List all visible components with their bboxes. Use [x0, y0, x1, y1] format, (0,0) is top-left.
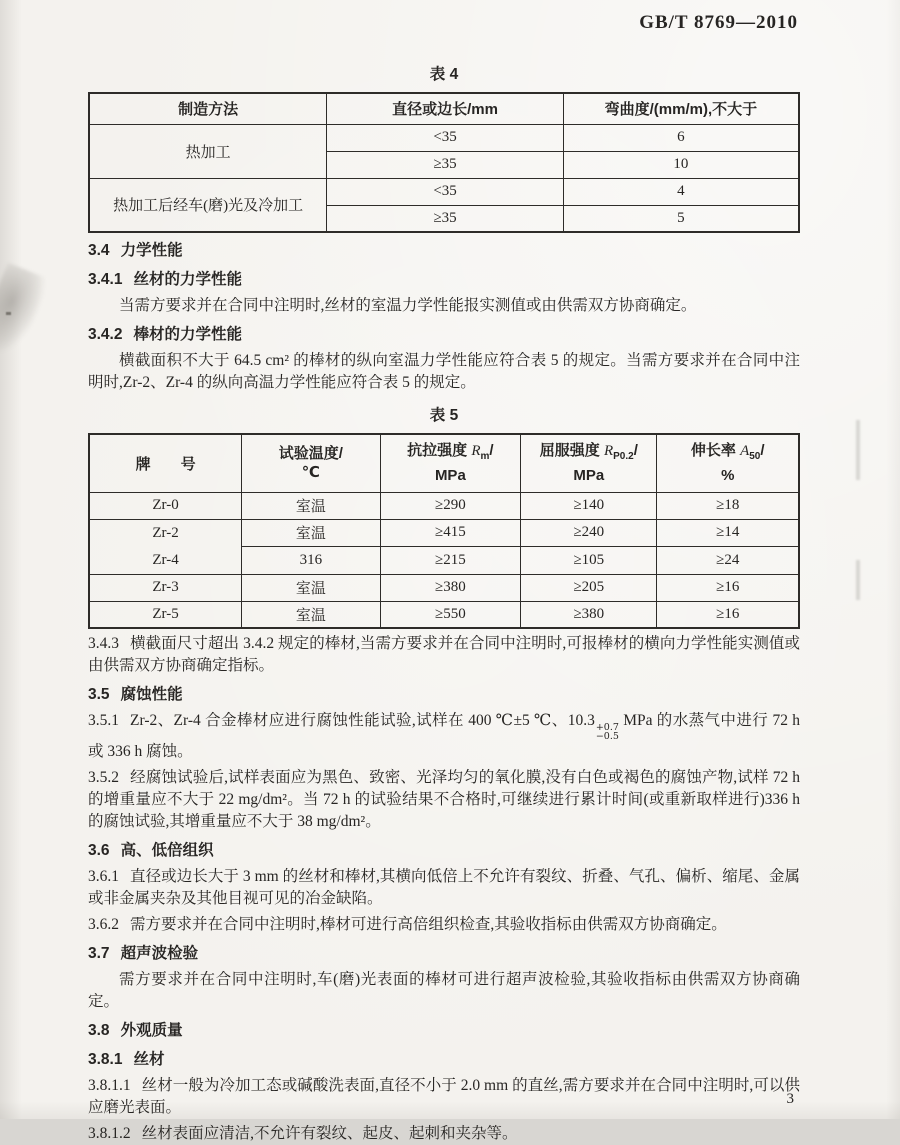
tensile-cell: ≥215 — [380, 547, 521, 575]
method-cell: 热加工 — [89, 124, 327, 178]
table-5-col-elongation: 伸长率 $A_{50}/$ % — [657, 434, 799, 492]
clause-3-8-1-1: 3.8.1.1 丝材一般为冷加工态或碱酸洗表面,直径不小于 2.0 mm 的直丝,需方要求并在合同中注明时,可以供应磨光表面。 — [88, 1077, 800, 1116]
tensile-cell: ≥415 — [380, 519, 521, 547]
clause-3-5-1: 3.5.1 Zr-2、Zr-4 合金棒材应进行腐蚀性能试验,试样在 400 ℃±5 ℃、10.3 +0.7 −0.5 MPa 的水蒸气中进行 72 h 或 336 h 腐蚀。 — [88, 712, 800, 760]
document-number: GB/T 8769—2010 — [639, 12, 798, 33]
table-4 — [88, 92, 800, 233]
clause-heading-3-8: 3.8 外观质量 — [88, 1022, 183, 1039]
temp-cell: 室温 — [242, 574, 380, 601]
yield-cell: ≥105 — [521, 547, 657, 575]
table-5-col-temp: 试验温度/ ℃ — [242, 434, 380, 492]
table-4-col-size: 直径或边长/mm — [327, 93, 563, 124]
clause-title: 超声波检验 — [120, 945, 199, 962]
elongation-cell: ≥16 — [657, 574, 799, 601]
paragraph-3-4-2: 横截面积不大于 64.5 cm² 的棒材的纵向室温力学性能应符合表 5 的规定。当需方要求并在合同中注明时,Zr-2、Zr-4 的纵向高温力学性能应符合表 5 的规定。 — [88, 352, 800, 391]
scan-smudge-artifact — [0, 263, 50, 360]
clause-3-5-2: 3.5.2 经腐蚀试验后,试样表面应为黑色、致密、光泽均匀的氧化膜,没有白色或褐色的腐蚀产物,试样 72 h 的增重量应不大于 22 mg/dm²。当 72 h 的试验结果不合格时,可继续进行累计时间(或重新取样进行)336 h 的腐蚀试验,其增重量应不大于 38 mg/dm²。 — [88, 769, 800, 830]
clause-3-4-3: 3.4.3 横截面尺寸超出 3.4.2 规定的棒材,当需方要求并在合同中注明时,可报棒材的横向力学性能实测值或由供需双方协商确定指标。 — [88, 635, 800, 674]
tolerance-stack — [596, 723, 619, 741]
clause-3-6-2: 3.6.2 需方要求并在合同中注明时,棒材可进行高倍组织检查,其验收指标由供需双方协商确定。 — [88, 916, 727, 933]
temp-cell: 室温 — [242, 601, 380, 628]
table-5-header-row — [89, 434, 799, 492]
clause-title: 丝材的力学性能 — [133, 271, 242, 288]
grade-cell: Zr-5 — [89, 601, 242, 628]
tensile-cell: ≥290 — [380, 492, 521, 519]
grade-cell: Zr-0 — [89, 492, 242, 519]
table-4-caption: 表 4 — [429, 66, 459, 83]
clause-title: 外观质量 — [120, 1022, 183, 1039]
clause-heading-3-4-2: 3.4.2 棒材的力学性能 — [88, 326, 242, 343]
yield-cell: ≥240 — [521, 519, 657, 547]
page-content — [88, 12, 800, 1145]
clause-title: 棒材的力学性能 — [133, 326, 242, 343]
tensile-cell: ≥550 — [380, 601, 521, 628]
yield-cell: ≥380 — [521, 601, 657, 628]
clause-heading-3-5: 3.5 腐蚀性能 — [88, 686, 183, 703]
size-cell: ≥35 — [327, 205, 563, 232]
table-5-caption: 表 5 — [429, 407, 459, 424]
scan-speck-artifact — [6, 312, 11, 315]
clause-title: 丝材 — [133, 1051, 165, 1068]
table-4-header-row — [89, 93, 799, 124]
clause-3-6-1: 3.6.1 直径或边长大于 3 mm 的丝材和棒材,其横向低倍上不允许有裂纹、折叠、气孔、偏析、缩尾、金属或非金属夹杂及其他目视可见的冶金缺陷。 — [88, 868, 800, 907]
temp-cell: 室温 — [242, 492, 380, 519]
clause-title: 高、低倍组织 — [120, 842, 214, 859]
bend-cell: 5 — [563, 205, 799, 232]
elongation-cell: ≥16 — [657, 601, 799, 628]
table-row — [89, 601, 799, 628]
temp-cell: 室温 — [242, 519, 380, 547]
table-row — [89, 574, 799, 601]
clause-heading-3-6: 3.6 高、低倍组织 — [88, 842, 214, 859]
yield-cell: ≥140 — [521, 492, 657, 519]
clause-3-8-1-2: 3.8.1.2 丝材表面应清洁,不允许有裂纹、起皮、起刺和夹杂等。 — [88, 1125, 518, 1142]
table-row — [89, 519, 799, 547]
clause-title: 力学性能 — [120, 242, 183, 259]
table-5-col-yield: 屈服强度 $R_{P0.2}/$ MPa — [521, 434, 657, 492]
tensile-cell: ≥380 — [380, 574, 521, 601]
clause-heading-3-4-1: 3.4.1 丝材的力学性能 — [88, 271, 242, 288]
table-5-col-tensile: 抗拉强度 $R_m/$ MPa — [380, 434, 521, 492]
table-row — [89, 124, 799, 151]
table-row — [89, 178, 799, 205]
size-cell: ≥35 — [327, 151, 563, 178]
elongation-cell: ≥18 — [657, 492, 799, 519]
method-cell: 热加工后经车(磨)光及冷加工 — [89, 178, 327, 232]
size-cell: <35 — [327, 124, 563, 151]
scan-edge-mark — [856, 420, 860, 480]
paragraph-3-7: 需方要求并在合同中注明时,车(磨)光表面的棒材可进行超声波检验,其验收指标由供需双方协商确定。 — [88, 971, 800, 1010]
bend-cell: 4 — [563, 178, 799, 205]
clause-heading-3-7: 3.7 超声波检验 — [88, 945, 199, 962]
elongation-cell: ≥24 — [657, 547, 799, 575]
clause-heading-3-8-1: 3.8.1 丝材 — [88, 1051, 165, 1068]
clause-heading-3-4: 3.4 力学性能 — [88, 242, 183, 259]
bend-cell: 6 — [563, 124, 799, 151]
bend-cell: 10 — [563, 151, 799, 178]
size-cell: <35 — [327, 178, 563, 205]
page-number: 3 — [786, 1091, 794, 1107]
tolerance-upper: +0.7 — [595, 722, 619, 733]
paragraph-3-4-1: 当需方要求并在合同中注明时,丝材的室温力学性能报实测值或由供需双方协商确定。 — [119, 297, 697, 314]
table-5-col-grade: 牌 号 — [89, 434, 242, 492]
grade-cell: Zr-3 — [89, 574, 242, 601]
tolerance-lower: −0.5 — [595, 731, 619, 742]
table-4-col-bend: 弯曲度/(mm/m),不大于 — [563, 93, 799, 124]
scan-edge-mark — [856, 560, 860, 600]
table-row — [89, 492, 799, 519]
clause-title: 腐蚀性能 — [120, 686, 183, 703]
temp-cell: 316 — [242, 547, 380, 575]
table-5 — [88, 433, 800, 629]
grade-cell-merged: Zr-2 Zr-4 — [89, 519, 242, 574]
elongation-cell: ≥14 — [657, 519, 799, 547]
yield-cell: ≥205 — [521, 574, 657, 601]
table-4-col-method: 制造方法 — [89, 93, 327, 124]
